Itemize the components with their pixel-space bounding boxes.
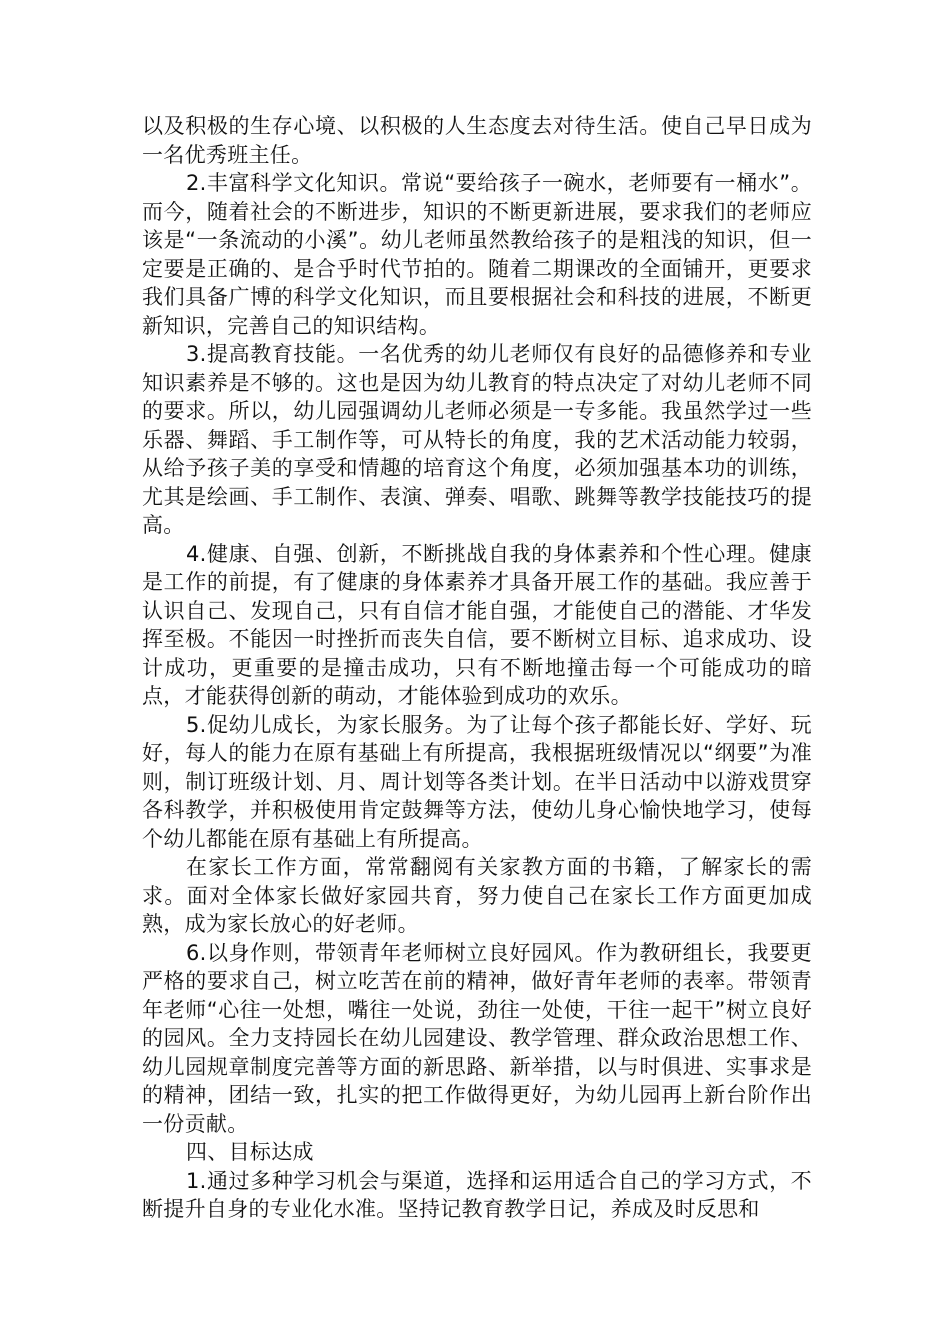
paragraph-parent-work: 在家长工作方面，常常翻阅有关家教方面的书籍，了解家长的需求。面对全体家长做好家园共育，努力使自己在家长工作方面更加成熟，成为家长放心的好老师。 bbox=[142, 855, 812, 936]
paragraph-goal-1: 1.通过多种学习机会与渠道，选择和运用适合自己的学习方式，不断提升自身的专业化水准。坚持记教育教学日记，养成及时反思和 bbox=[142, 1168, 812, 1221]
section-heading: 四、目标达成 bbox=[186, 1140, 314, 1164]
paragraph-item-2: 2.丰富科学文化知识。常说“要给孩子一碗水，老师要有一桶水”。而今，随着社会的不断进步，知识的不断更新进展，要求我们的老师应该是“一条流动的小溪”。幼儿老师虽然教给孩子的是粗浅的知识，但一定要是正确的、是合乎时代节拍的。随着二期课改的全面铺开，更要求我们具备广博的科学文化知识，而且要根据社会和科技的进展，不断更新知识，完善自己的知识结构。 bbox=[142, 171, 812, 338]
paragraph-item-3: 3.提高教育技能。一名优秀的幼儿老师仅有良好的品德修养和专业知识素养是不够的。这也是因为幼儿教育的特点决定了对幼儿老师不同的要求。所以，幼儿园强调幼儿老师必须是一专多能。我虽然学过一些乐器、舞蹈、手工制作等，可从特长的角度，我的艺术活动能力较弱，从给予孩子美的享受和情趣的培育这个角度，必须加强基本功的训练，尤其是绘画、手工制作、表演、弹奏、唱歌、跳舞等教学技能技巧的提高。 bbox=[142, 342, 812, 537]
document-body bbox=[142, 112, 812, 1224]
paragraph-item-5: 5.促幼儿成长，为家长服务。为了让每个孩子都能长好、学好、玩好，每人的能力在原有基础上有所提高，我根据班级情况以“纲要”为准则，制订班级计划、月、周计划等各类计划。在半日活动中以游戏贯穿各科教学，并积极使用肯定鼓舞等方法，使幼儿身心愉快地学习，使每个幼儿都能在原有基础上有所提高。 bbox=[142, 712, 812, 851]
paragraph-continuation: 以及积极的生存心境、以积极的人生态度去对待生活。使自己早日成为一名优秀班主任。 bbox=[142, 114, 812, 167]
paragraph-item-6: 6.以身作则，带领青年老师树立良好园风。作为教研组长，我要更严格的要求自己，树立吃苦在前的精神，做好青年老师的表率。带领青年老师“心往一处想，嘴往一处说，劲往一处使，干往一起干”树立良好的园风。全力支持园长在幼儿园建设、教学管理、群众政治思想工作、幼儿园规章制度完善等方面的新思路、新举措，以与时俱进、实事求是的精神，团结一致，扎实的把工作做得更好，为幼儿园再上新台阶作出一份贡献。 bbox=[142, 940, 812, 1136]
paragraph-item-4: 4.健康、自强、创新，不断挑战自我的身体素养和个性心理。健康是工作的前提，有了健康的身体素养才具备开展工作的基础。我应善于认识自己、发现自己，只有自信才能自强，才能使自己的潜能、才华发挥至极。不能因一时挫折而丧失自信，要不断树立目标、追求成功、设计成功，更重要的是撞击成功，只有不断地撞击每一个可能成功的暗点，才能获得创新的萌动，才能体验到成功的欢乐。 bbox=[142, 541, 812, 708]
